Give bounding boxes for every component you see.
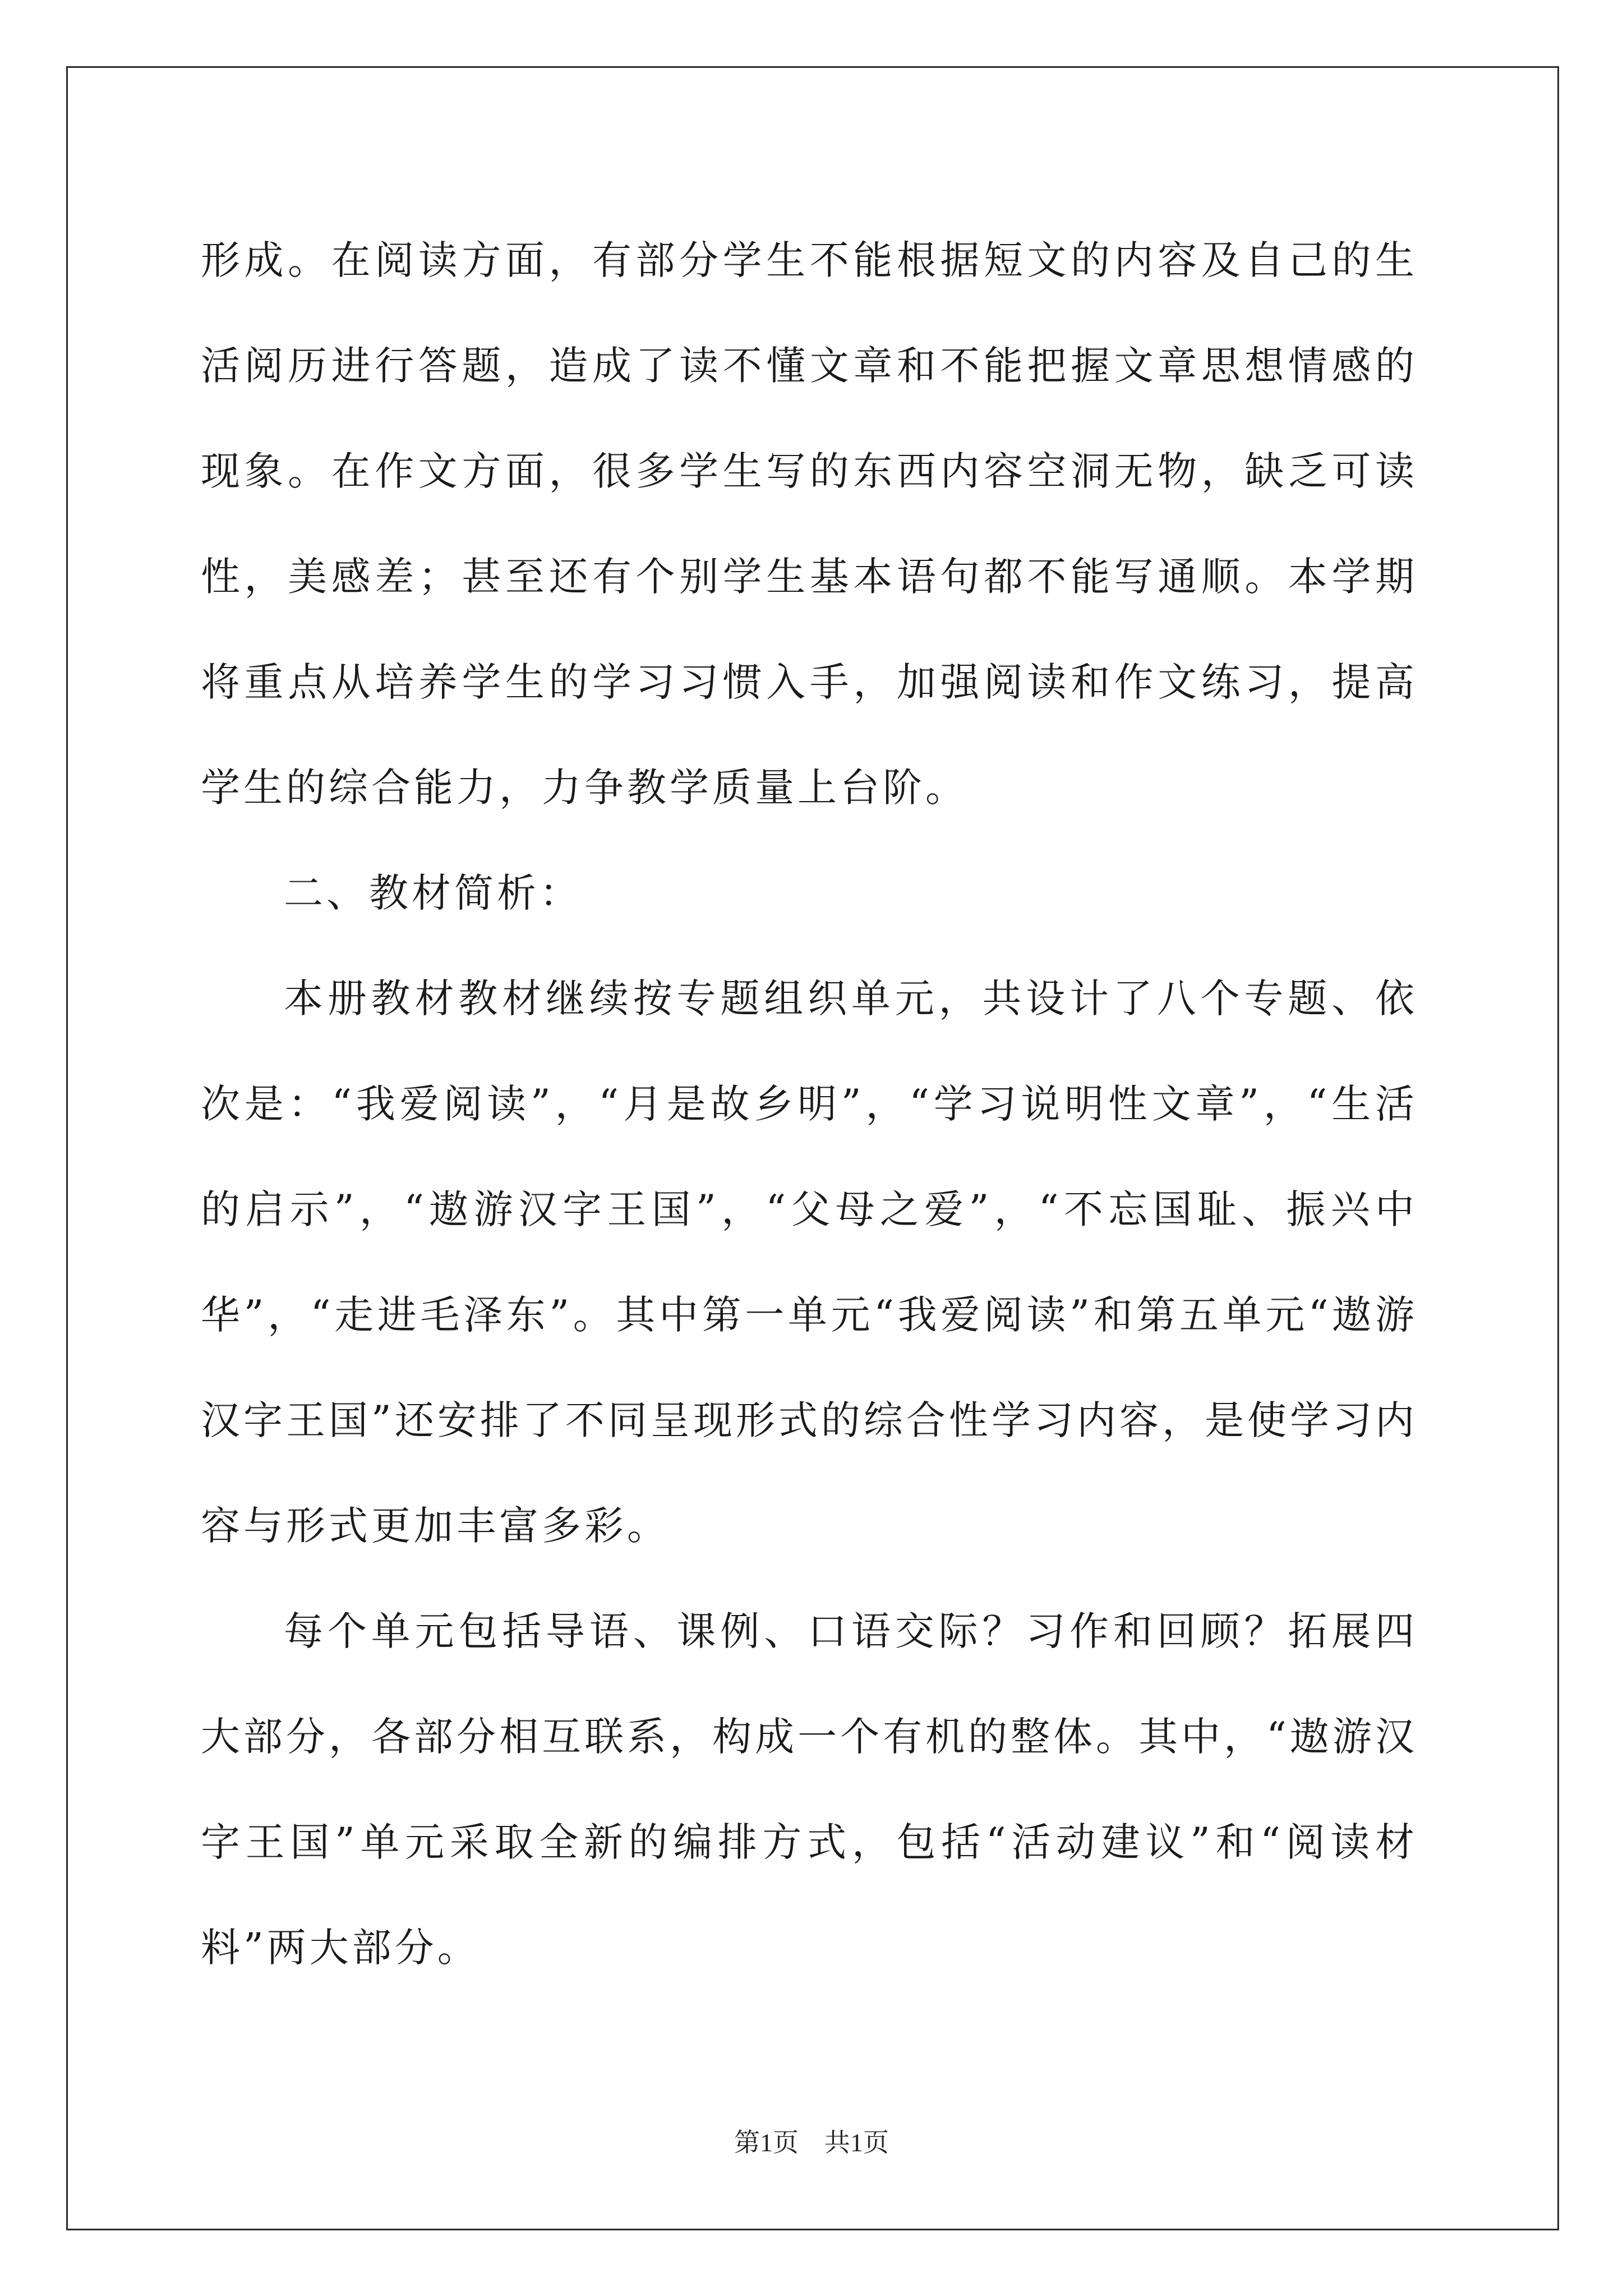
page-number-footer: 第1页 共1页: [734, 2128, 889, 2157]
document-body: [201, 208, 1418, 2000]
paragraph-continuation: 形成。在阅读方面，有部分学生不能根据短文的内容及自己的生活阅历进行答题，造成了读不懂文章和不能把握文章思想情感的现象。在作文方面，很多学生写的东西内容空洞无物，缺乏可读性，美感差；甚至还有个别学生基本语句都不能写通顺。本学期将重点从培养学生的学习习惯入手，加强阅读和作文练习，提高学生的综合能力，力争教学质量上台阶。: [201, 237, 1418, 811]
section-heading-textbook-analysis: 二、教材简析：: [284, 870, 582, 916]
paragraph-textbook-topics: 本册教材教材继续按专题组织单元，共设计了八个专题、依次是：“我爱阅读”，“月是故乡明”，“学习说明性文章”，“生活的启示”，“遨游汉字王国”，“父母之爱”，“不忘国耻、振兴中华”，“走进毛泽东”。其中第一单元“我爱阅读”和第五单元“遨游汉字王国”还安排了不同呈现形式的综合性学习内容，是使学习内容与形式更加丰富多彩。: [201, 976, 1418, 1549]
paragraph-unit-structure: 每个单元包括导语、课例、口语交际？习作和回顾？拓展四大部分，各部分相互联系，构成一个有机的整体。其中，“遨游汉字王国”单元采取全新的编排方式，包括“活动建议”和“阅读材料”两大部分。: [201, 1608, 1418, 1971]
